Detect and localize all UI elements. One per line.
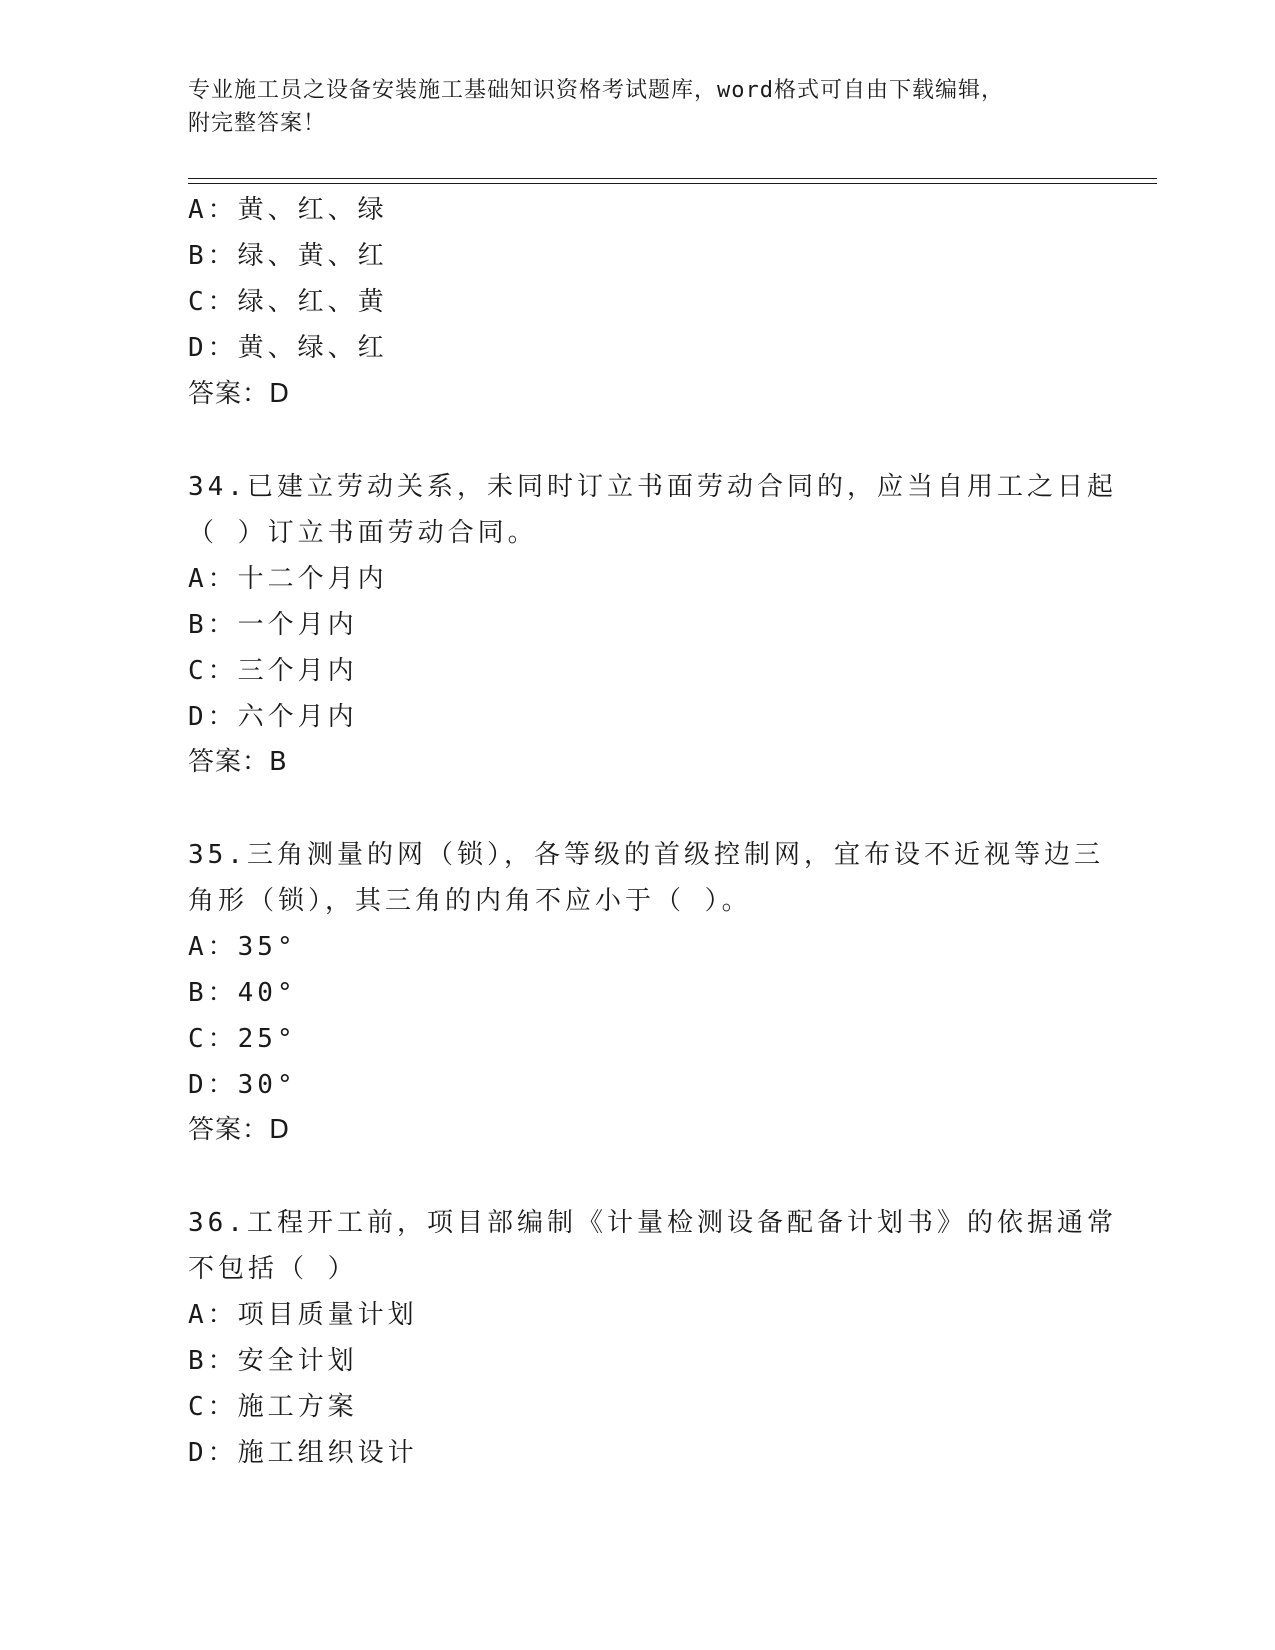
q36-stem-line-1: 36.工程开工前，项目部编制《计量检测设备配备计划书》的依据通常 [188, 1208, 1117, 1238]
q35-option-a: A：35° [188, 932, 297, 962]
q33-option-c: C：绿、红、黄 [188, 287, 388, 317]
q33-answer: 答案：D [188, 379, 291, 409]
q35-option-d: D：30° [188, 1070, 297, 1100]
q35-stem-line-1: 35.三角测量的网（锁），各等级的首级控制网，宜布设不近视等边三 [188, 840, 1104, 870]
q34-answer: 答案：B [188, 747, 288, 777]
q33-option-d: D：黄、绿、红 [188, 333, 388, 363]
q34-option-a: A：十二个月内 [188, 564, 388, 594]
q34-option-c: C：三个月内 [188, 656, 358, 686]
header-line-2: 附完整答案！ [188, 111, 327, 136]
q36-option-b: B：安全计划 [188, 1346, 358, 1376]
header-divider-bottom [188, 183, 1157, 184]
q35-answer: 答案：D [188, 1115, 291, 1145]
q36-option-d: D：施工组织设计 [188, 1438, 418, 1468]
q35-stem-line-2: 角形（锁），其三角的内角不应小于（ ）。 [188, 886, 752, 916]
header-divider-top [188, 178, 1157, 179]
q34-stem-line-2: （ ）订立书面劳动合同。 [188, 518, 538, 548]
q35-option-c: C：25° [188, 1024, 297, 1054]
document-header [188, 74, 1088, 140]
header-line-1: 专业施工员之设备安装施工基础知识资格考试题库，word格式可自由下载编辑， [188, 78, 1004, 103]
q34-option-b: B：一个月内 [188, 610, 358, 640]
q33-option-a: A：黄、红、绿 [188, 195, 388, 225]
q36-stem-line-2: 不包括（ ） [188, 1254, 358, 1284]
q36-option-a: A：项目质量计划 [188, 1300, 418, 1330]
q36-option-c: C：施工方案 [188, 1392, 358, 1422]
q34-option-d: D：六个月内 [188, 702, 358, 732]
q33-option-b: B：绿、黄、红 [188, 241, 388, 271]
q35-option-b: B：40° [188, 978, 297, 1008]
q34-stem-line-1: 34.已建立劳动关系，未同时订立书面劳动合同的，应当自用工之日起 [188, 472, 1117, 502]
